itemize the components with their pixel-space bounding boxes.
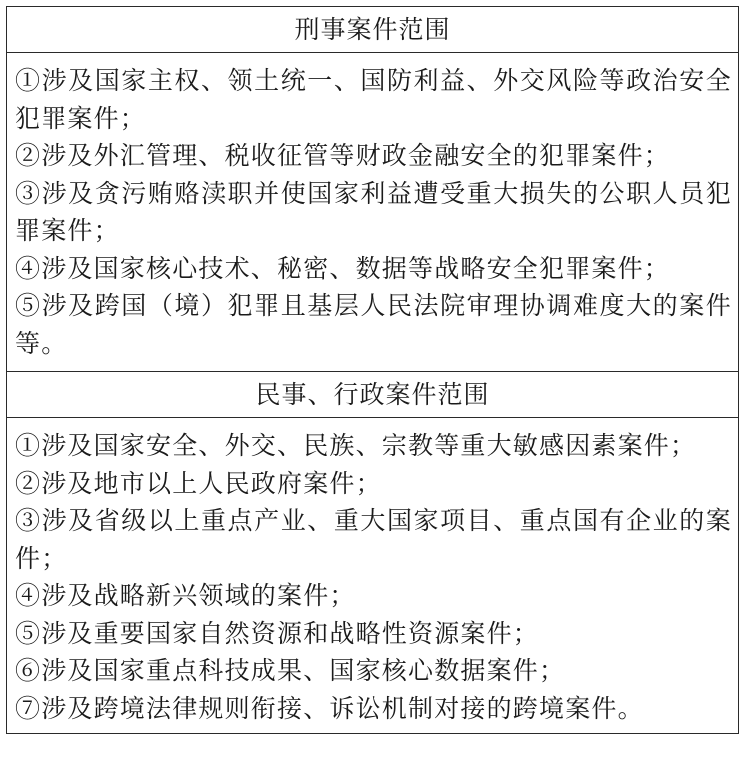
civil-admin-item-4: ④涉及战略新兴领域的案件；	[15, 581, 356, 610]
civil-admin-item-5: ⑤涉及重要国家自然资源和战略性资源案件；	[15, 618, 540, 648]
civil-admin-item-3: ③涉及省级以上重点产业、重大国家项目、重点国有企业的案件；	[15, 506, 732, 573]
criminal-section-header: 刑事案件范围	[7, 7, 738, 53]
criminal-section-body	[7, 53, 738, 371]
criminal-item-1: ①涉及国家主权、领土统一、国防利益、外交风险等政治安全犯罪案件；	[15, 66, 732, 133]
civil-admin-item-1: ①涉及国家安全、外交、民族、宗教等重大敏感因素案件；	[15, 431, 697, 460]
civil-admin-section-body	[7, 418, 738, 733]
criminal-item-2: ②涉及外汇管理、税收征管等财政金融安全的犯罪案件；	[15, 141, 671, 170]
case-scope-table	[6, 6, 739, 734]
civil-admin-item-7: ⑦涉及跨境法律规则衔接、诉讼机制对接的跨境案件。	[15, 693, 644, 723]
criminal-item-3: ③涉及贪污贿赂渎职并使国家利益遭受重大损失的公职人员犯罪案件；	[15, 178, 732, 245]
civil-admin-item-2: ②涉及地市以上人民政府案件；	[15, 468, 382, 498]
civil-admin-item-6: ⑥涉及国家重点科技成果、国家核心数据案件；	[15, 656, 566, 685]
criminal-item-4: ④涉及国家核心技术、秘密、数据等战略安全犯罪案件；	[15, 253, 671, 283]
civil-admin-section-header: 民事、行政案件范围	[7, 371, 738, 418]
criminal-item-5: ⑤涉及跨国（境）犯罪且基层人民法院审理协调难度大的案件等。	[15, 291, 732, 358]
